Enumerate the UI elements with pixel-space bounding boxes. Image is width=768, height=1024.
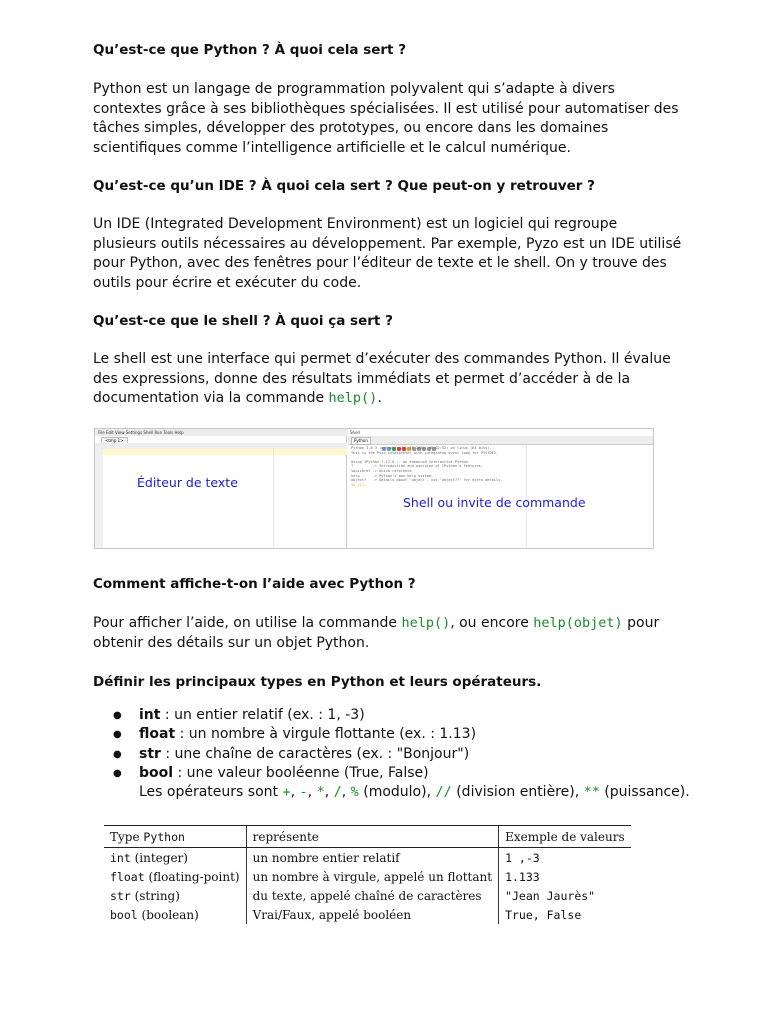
table-row bbox=[104, 867, 631, 886]
shell-output bbox=[351, 446, 551, 487]
type-term: bool bbox=[139, 764, 174, 781]
header-type bbox=[104, 826, 246, 848]
type-desc: : un nombre à virgule flottante (ex. : 1.13) bbox=[175, 726, 477, 743]
edge-line bbox=[273, 449, 274, 549]
operator-sep: , bbox=[341, 784, 351, 801]
cell-type bbox=[104, 905, 246, 924]
operator-pow: ** bbox=[583, 784, 600, 801]
list-item bbox=[93, 725, 693, 744]
cell-exemple: 1.133 bbox=[499, 867, 631, 886]
type-desc: : un entier relatif (ex. : 1, -3) bbox=[160, 707, 365, 723]
header-type-python: Python bbox=[143, 829, 185, 844]
paragraph-shell-end: . bbox=[377, 390, 382, 406]
table-row bbox=[104, 886, 631, 905]
operator-mod: % bbox=[350, 784, 359, 801]
question-shell: Qu’est-ce que le shell ? À quoi ça sert ? bbox=[93, 313, 393, 329]
operators-intro: Les opérateurs sont bbox=[139, 784, 283, 801]
operator-floordiv-label: (division entière), bbox=[451, 784, 584, 801]
types-table bbox=[104, 825, 631, 924]
types-list bbox=[93, 706, 693, 802]
help-text-2: , ou encore bbox=[450, 615, 534, 631]
type-term: int bbox=[139, 707, 161, 723]
help-text-1: Pour afficher l’aide, on utilise la commande bbox=[93, 615, 402, 631]
type-term: float bbox=[139, 726, 176, 743]
type-desc: : une chaîne de caractères (ex. : "Bonjour") bbox=[160, 745, 470, 762]
operator-times: * bbox=[316, 784, 325, 801]
operator-sep: , bbox=[324, 784, 334, 801]
operator-plus: + bbox=[282, 784, 291, 801]
editor-tab: <tmp 1> bbox=[101, 437, 128, 445]
table-row bbox=[104, 905, 631, 924]
shell-python-button: Python bbox=[351, 437, 371, 445]
list-item bbox=[93, 745, 693, 764]
type-paren: (integer) bbox=[130, 850, 188, 865]
type-code: float bbox=[110, 869, 145, 884]
cell-represente: un nombre à virgule, appelé un flottant bbox=[246, 867, 498, 886]
pyzo-screenshot bbox=[94, 428, 654, 549]
type-desc: : une valeur booléenne (True, False) bbox=[173, 764, 429, 781]
type-term: str bbox=[139, 745, 161, 762]
paragraph-shell bbox=[93, 350, 683, 409]
shell-prompt: In [1]: bbox=[351, 482, 367, 487]
type-code: str bbox=[110, 888, 131, 903]
header-exemple: Exemple de valeurs bbox=[499, 826, 631, 848]
shell-title: Shell bbox=[350, 430, 360, 435]
cell-exemple: True, False bbox=[499, 905, 631, 924]
editor-pane bbox=[95, 436, 347, 549]
paragraph-help bbox=[93, 614, 683, 653]
shell-banner: Python 3.6.3 (default, Jul 27 2020, 08:02:52) on linux (64 bits). This is the Pyzo interpreter with integrated event loop for PYSIDE2. Using IPython 7.17.0 -- An enhanced Interactive Python. ? -> Introduction and overview of IPython's features. %quickref -> Quick reference. help -> Python's own help system. object? -> Details about 'object', use 'object??' for extra details. bbox=[351, 446, 503, 483]
help-text-3: pour obtenir des détails sur un objet Python. bbox=[93, 615, 660, 651]
cell-represente: Vrai/Faux, appelé booléen bbox=[246, 905, 498, 924]
cell-represente: du texte, appelé chaîné de caractères bbox=[246, 886, 498, 905]
question-python: Qu’est-ce que Python ? À quoi cela sert ? bbox=[93, 42, 407, 58]
editor-label: Éditeur de texte bbox=[137, 475, 238, 490]
help-command: help() bbox=[328, 390, 378, 406]
line-number-gutter bbox=[95, 449, 103, 549]
cell-exemple: "Jean Jaurès" bbox=[499, 886, 631, 905]
cell-type bbox=[104, 867, 246, 886]
help-object-command: help(objet) bbox=[533, 615, 623, 631]
type-paren: (floating-point) bbox=[144, 869, 240, 884]
cell-exemple: 1 ,-3 bbox=[499, 848, 631, 868]
operator-minus: - bbox=[299, 784, 308, 801]
help-command: help() bbox=[401, 615, 451, 631]
type-paren: (string) bbox=[130, 888, 180, 903]
operator-mod-label: (modulo), bbox=[358, 784, 436, 801]
paragraph-ide: Un IDE (Integrated Development Environment) est un logiciel qui regroupe plusieurs outils nécessaires au développement. Par exemple, Pyzo est un IDE utilisé pour Python, avec des fenêtres pour l’éditeur de texte et le shell. On y trouve des outils pour écrire et exécuter du code. bbox=[93, 216, 682, 291]
operator-div: / bbox=[333, 784, 342, 801]
header-type-word: Type bbox=[110, 829, 144, 844]
cell-type bbox=[104, 886, 246, 905]
question-help: Comment affiche-t-on l’aide avec Python ? bbox=[93, 576, 416, 592]
type-paren: (boolean) bbox=[137, 907, 199, 922]
table-row bbox=[104, 848, 631, 868]
current-line-highlight bbox=[103, 449, 347, 455]
question-ide: Qu’est-ce qu’un IDE ? À quoi cela sert ? Que peut-on y retrouver ? bbox=[93, 178, 595, 194]
list-item bbox=[93, 764, 693, 783]
cell-represente: un nombre entier relatif bbox=[246, 848, 498, 868]
operators-line bbox=[93, 783, 693, 802]
table-header-row bbox=[104, 826, 631, 848]
shell-toolbar bbox=[348, 436, 654, 445]
operator-sep: , bbox=[290, 784, 300, 801]
header-represente: représente bbox=[246, 826, 498, 848]
paragraph-shell-text: Le shell est une interface qui permet d’exécuter des commandes Python. Il évalue des expressions, donne des résultats immédiats et permet d’accéder à de la documentation via la commande bbox=[93, 351, 671, 406]
type-code: bool bbox=[110, 907, 138, 922]
question-types: Définir les principaux types en Python et leurs opérateurs. bbox=[93, 674, 542, 690]
cell-type bbox=[104, 848, 246, 868]
operator-pow-label: (puissance). bbox=[599, 784, 690, 801]
type-code: int bbox=[110, 850, 131, 865]
pyzo-menubar: File Edit View Settings Shell Run Tools Help bbox=[95, 429, 350, 436]
paragraph-python: Python est un langage de programmation polyvalent qui s’adapte à divers contextes grâce à ses bibliothèques spécialisées. Il est utilisé pour automatiser des tâches simples, développer des prototypes, ou encore dans les domaines scientifiques comme l’intelligence artificielle et le calcul numérique. bbox=[93, 81, 679, 156]
operator-sep: , bbox=[307, 784, 317, 801]
operator-floordiv: // bbox=[435, 784, 452, 801]
shell-pane bbox=[348, 429, 654, 549]
shell-label: Shell ou invite de commande bbox=[403, 495, 586, 510]
list-item bbox=[93, 706, 693, 725]
